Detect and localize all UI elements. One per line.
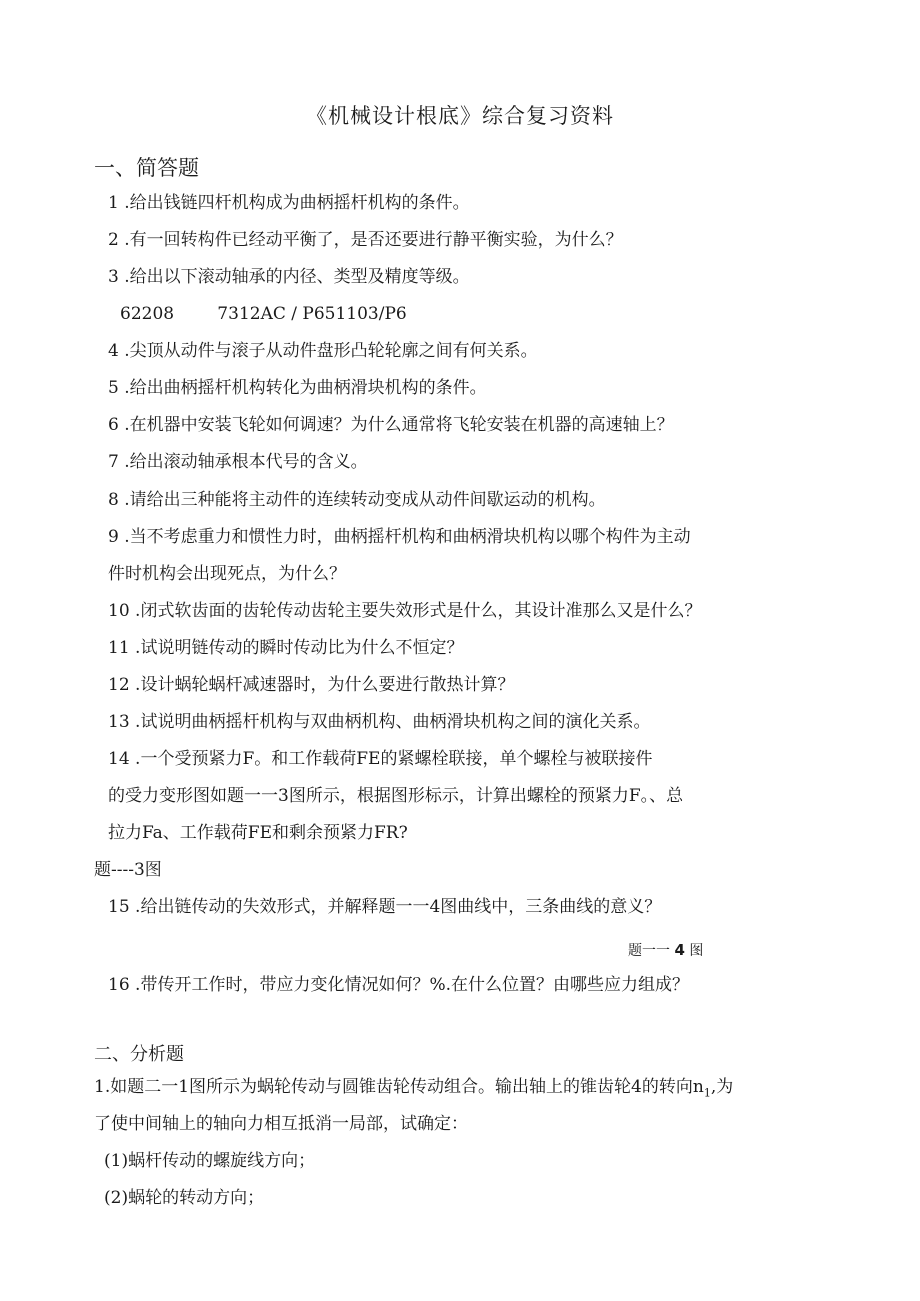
section-heading-analysis: 二、分析题 [94,1044,184,1065]
question-6: 6 .在机器中安装飞轮如何调速？为什么通常将飞轮安装在机器的高速轴上？ [108,415,674,435]
question-1: 1 .给出钱链四杆机构成为曲柄摇杆机构的条件。 [108,193,470,213]
question-15: 15 .给出链传动的失效形式，并解释题一一4图曲线中，三条曲线的意义？ [108,897,662,917]
question-4: 4 .尖顶从动件与滚子从动件盘形凸轮轮廓之间有何关系。 [108,341,538,361]
analysis-problem-1-continued: 了使中间轴上的轴向力相互抵消一局部，试确定： [94,1114,468,1134]
sub-question-1: (1)蜗杆传动的螺旋线方向； [104,1151,316,1171]
section-heading-short-answer: 一、简答题 [94,156,199,180]
analysis-problem-1-text: 1.如题二一1图所示为蜗轮传动与圆锥齿轮传动组合。输出轴上的锥齿轮4的转向n [94,1077,704,1097]
bearing-codes: 62208 7312AC / P651103/P6 [120,304,407,324]
analysis-problem-1 [94,1077,733,1100]
question-8: 8 .请给出三种能将主动件的连续转动变成从动件间歇运动的机构。 [108,490,606,510]
analysis-problem-1-tail: ,为 [710,1077,734,1097]
document-title: 《机械设计根底》综合复习资料 [306,104,614,128]
figure-caption-3: 题----3图 [94,860,162,880]
question-14-continued-1: 的受力变形图如题一一3图所示，根据图形标示，计算出螺栓的预紧力F。、总 [108,786,684,806]
subscript-1: 1 [703,1086,711,1100]
question-13: 13 .试说明曲柄摇杆机构与双曲柄机构、曲柄滑块机构之间的演化关系。 [108,712,651,732]
figure-caption-4-prefix: 题一一 [628,943,670,959]
question-3: 3 .给出以下滚动轴承的内径、类型及精度等级。 [108,267,470,287]
sub-question-2: (2)蜗轮的转动方向； [104,1188,265,1208]
figure-caption-4-suffix: 图 [689,943,704,959]
question-14-continued-2: 拉力Fa、工作载荷FE和剩余预紧力FR? [108,823,408,843]
question-5: 5 .给出曲柄摇杆机构转化为曲柄滑块机构的条件。 [108,378,487,398]
question-11: 11 .试说明链传动的瞬时传动比为什么不恒定？ [108,638,464,658]
question-2: 2 .有一回转构件已经动平衡了，是否还要进行静平衡实验，为什么？ [108,230,623,250]
question-12: 12 .设计蜗轮蜗杆减速器时，为什么要进行散热计算？ [108,675,515,695]
question-16: 16 .带传开工作时，带应力变化情况如何？%.在什么位置？由哪些应力组成？ [108,975,689,995]
question-9: 9 .当不考虑重力和惯性力时，曲柄摇杆机构和曲柄滑块机构以哪个构件为主动 [108,527,691,547]
figure-caption-4 [628,940,703,960]
question-7: 7 .给出滚动轴承根本代号的含义。 [108,452,368,472]
question-9-continued: 件时机构会出现死点，为什么？ [108,564,346,584]
question-14: 14 .一个受预紧力F。和工作载荷FE的紧螺栓联接，单个螺栓与被联接件 [108,749,653,769]
figure-caption-4-number: 4 [674,941,685,959]
question-10: 10 .闭式软齿面的齿轮传动齿轮主要失效形式是什么，其设计准那么又是什么？ [108,601,702,621]
